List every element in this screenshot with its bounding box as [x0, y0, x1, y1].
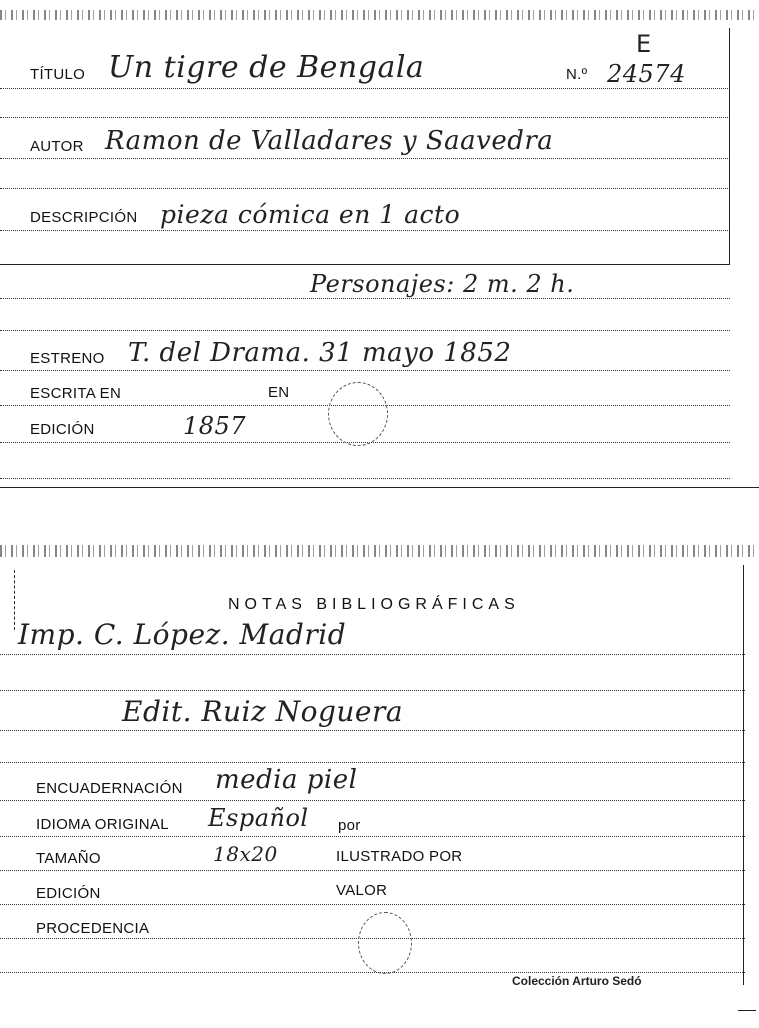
card-rule	[0, 264, 730, 265]
idioma-value: Español	[208, 804, 309, 832]
note-line-2: Edit. Ruiz Noguera	[122, 695, 404, 728]
edicion2-label: EDICIÓN	[36, 885, 101, 902]
dotted-line	[0, 117, 730, 118]
numero-label: N.º	[566, 66, 588, 83]
dotted-line	[0, 478, 730, 479]
titulo-value: Un tigre de Bengala	[108, 50, 425, 85]
dotted-line	[0, 800, 745, 801]
autor-value: Ramon de Valladares y Saavedra	[105, 126, 554, 156]
procedencia-label: PROCEDENCIA	[36, 920, 150, 937]
encuadernacion-value: media piel	[215, 765, 358, 795]
dotted-line	[0, 836, 745, 837]
dotted-line	[0, 730, 745, 731]
dotted-line	[0, 188, 730, 189]
escrita-label: ESCRITA EN	[30, 385, 122, 402]
estreno-value: T. del Drama. 31 mayo 1852	[128, 338, 512, 368]
descripcion-label: DESCRIPCIÓN	[30, 209, 138, 226]
dotted-line	[0, 370, 730, 371]
collection-footer: Colección Arturo Sedó	[512, 974, 642, 988]
dotted-line	[0, 762, 745, 763]
titulo-label: TÍTULO	[30, 66, 86, 83]
card-right-border	[743, 565, 744, 985]
dotted-line	[0, 870, 745, 871]
catalog-card-back	[0, 540, 759, 1028]
notas-heading: NOTAS BIBLIOGRÁFICAS	[228, 596, 520, 613]
estreno-label: ESTRENO	[30, 350, 105, 367]
idioma-label: IDIOMA ORIGINAL	[36, 816, 169, 833]
card-bottom-edge	[0, 487, 759, 488]
card-corner-mark	[738, 1010, 756, 1011]
personajes-value: Personajes: 2 m. 2 h.	[310, 270, 575, 298]
corner-mark: E	[636, 30, 652, 58]
punch-hole	[328, 382, 388, 446]
card-right-border	[729, 28, 730, 264]
dotted-line	[0, 158, 730, 159]
dotted-line	[0, 298, 730, 299]
tamano-label: TAMAÑO	[36, 850, 101, 867]
descripcion-value: pieza cómica en 1 acto	[160, 200, 461, 229]
note-line-1: Imp. C. López. Madrid	[18, 618, 347, 651]
numero-value: 24574	[607, 60, 686, 88]
edicion-value: 1857	[183, 412, 247, 440]
tamano-value: 18x20	[213, 842, 278, 866]
en-label: EN	[268, 384, 290, 401]
dotted-line	[0, 690, 745, 691]
card-left-edge	[14, 570, 15, 630]
dotted-line	[0, 230, 730, 231]
dotted-line	[0, 904, 745, 905]
por-label: por	[338, 817, 361, 834]
autor-label: AUTOR	[30, 138, 84, 155]
dotted-line	[0, 972, 745, 973]
valor-label: VALOR	[336, 882, 388, 899]
scan-edge-top	[0, 10, 755, 20]
dotted-line	[0, 88, 730, 89]
encuadernacion-label: ENCUADERNACIÓN	[36, 780, 183, 797]
ilustrado-label: ILUSTRADO POR	[336, 848, 463, 865]
dotted-line	[0, 654, 745, 655]
punch-hole	[358, 912, 412, 974]
dotted-line	[0, 330, 730, 331]
edicion-label: EDICIÓN	[30, 421, 95, 438]
catalog-card-front	[0, 0, 759, 495]
